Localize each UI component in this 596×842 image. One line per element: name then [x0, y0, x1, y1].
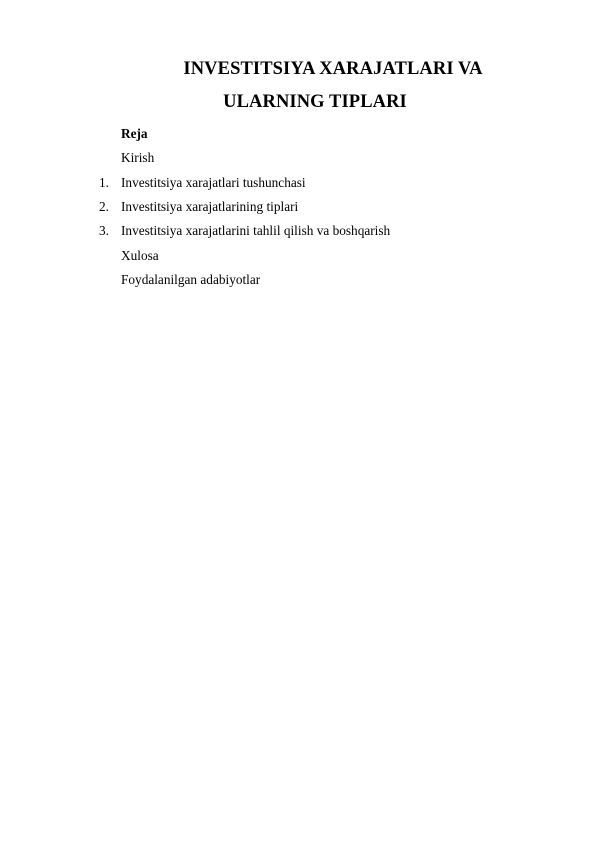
toc-item-number: 1.: [99, 175, 109, 190]
plan-heading: Reja: [121, 126, 148, 141]
toc-item-1: [99, 175, 306, 191]
toc-item-number: 3.: [99, 223, 109, 238]
toc-item-text: Investitsiya xarajatlarini tahlil qilish va boshqarish: [121, 223, 391, 238]
document-title-line-1: INVESTITSIYA XARAJATLARI VA: [183, 59, 483, 79]
toc-item-text: Investitsiya xarajatlarining tiplari: [121, 199, 299, 214]
toc-item-text: Investitsiya xarajatlari tushunchasi: [121, 175, 306, 190]
toc-conclusion: Xulosa: [121, 248, 159, 263]
toc-item-number: 2.: [99, 199, 109, 214]
toc-item-2: [99, 199, 299, 215]
toc-intro: Kirish: [121, 150, 155, 165]
toc-references: Foydalanilgan adabiyotlar: [121, 272, 261, 287]
toc-item-3: [99, 223, 391, 239]
document-title-line-2: ULARNING TIPLARI: [223, 92, 407, 112]
